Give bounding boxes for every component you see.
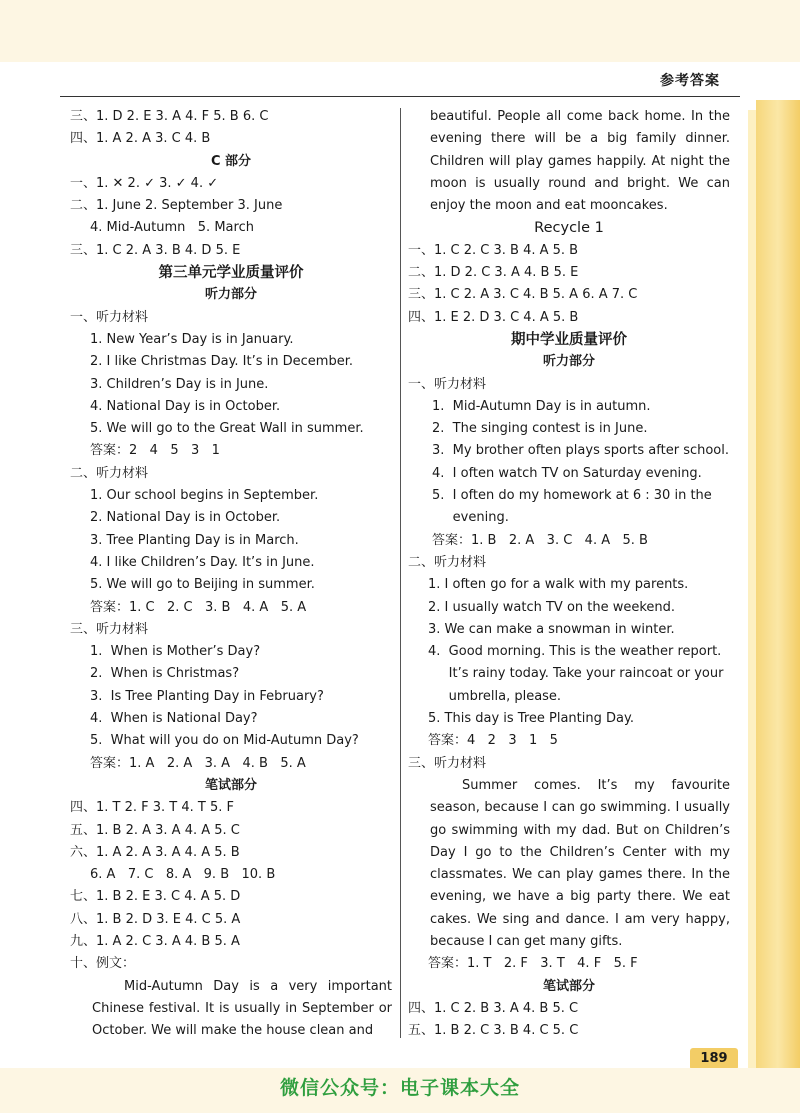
answer-line: 答案：4 2 3 1 5 [428,733,558,749]
answer-line: 答案：1. A 2. A 3. A 4. B 5. A [90,755,306,771]
top-band [0,0,800,62]
page-number: 189 [690,1048,738,1070]
answer-line: 答案：1. B 2. A 3. C 4. A 5. B [432,532,648,548]
answer-line: 2. When is Christmas? [90,666,240,682]
paragraph: Mid-Autumn Day is a very important Chinese festival. It is usually in September or October. We will make the house clean and [92,978,392,1039]
section-heading: Recycle 1 [534,220,604,237]
section-heading: 笔试部分 [204,777,257,793]
answer-line: 1. New Year’s Day is in January. [90,331,294,347]
answer-line: 1. Our school begins in September. [90,488,319,504]
answer-line: 一、1. ✕ 2. ✓ 3. ✓ 4. ✓ [70,175,219,191]
answer-line: 答案：2 4 5 3 1 [90,443,220,459]
section-heading: 第三单元学业质量评价 [158,265,304,282]
answer-line: 答案：1. C 2. C 3. B 4. A 5. A [90,599,307,615]
answer-line: 3. We can make a snowman in winter. [428,621,675,637]
answer-line: 3. My brother often plays sports after school. [432,443,730,459]
answer-line: 1. I often go for a walk with my parents. [428,577,689,593]
answer-line: 五、1. B 2. A 3. A 4. A 5. C [70,822,240,838]
answer-line: 5. We will go to Beijing in summer. [90,577,315,593]
answer-line: 四、1. T 2. F 3. T 4. T 5. F [70,800,234,816]
answer-line: 答案：1. T 2. F 3. T 4. F 5. F [428,956,638,972]
answer-line: 5. I often do my homework at 6 : 30 in the [432,488,712,504]
answer-line: 二、听力材料 [70,465,149,481]
answer-line: 十、例文： [70,956,136,972]
answer-line: 3. Is Tree Planting Day in February? [90,688,324,704]
answer-line: 四、1. E 2. D 3. C 4. A 5. B [408,309,579,325]
answer-line: 六、1. A 2. A 3. A 4. A 5. B [70,844,240,860]
page-header-title: 参考答案 [660,73,720,89]
right-column [408,106,730,1042]
header-rule [60,96,740,97]
answer-line: 4. I like Children’s Day. It’s in June. [90,554,315,570]
answer-line: 七、1. B 2. E 3. C 4. A 5. D [70,889,241,905]
answer-line: umbrella, please. [428,688,562,704]
answer-line: 八、1. B 2. D 3. E 4. C 5. A [70,911,241,927]
answer-line: 一、1. C 2. C 3. B 4. A 5. B [408,242,579,258]
answer-line: 2. I like Christmas Day. It’s in December. [90,354,353,370]
answer-line: 1. Mid-Autumn Day is in autumn. [432,398,651,414]
answer-line: 6. A 7. C 8. A 9. B 10. B [90,867,276,883]
answer-line: 2. National Day is in October. [90,510,281,526]
paragraph: Summer comes. It’s my favourite season, because I can go swimming. I usually go swimming with my dad. But on Children’s Day I go to the Children’s Center with my classmates. We can play games there. In the evening, we have a big party there. We eat cakes. We sing and dance. I am very happy, because I can get many gifts. [430,777,730,949]
answer-line: 2. I usually watch TV on the weekend. [428,599,676,615]
answer-line: 一、听力材料 [408,376,487,392]
answer-line: 四、1. C 2. B 3. A 4. B 5. C [408,1000,579,1016]
answer-line: 5. This day is Tree Planting Day. [428,711,634,727]
answer-line: It’s rainy today. Take your raincoat or your [428,666,724,682]
watermark-text: 微信公众号：电子课本大全 [279,1077,520,1099]
answer-line: 三、听力材料 [70,621,149,637]
answer-line: 三、1. D 2. E 3. A 4. F 5. B 6. C [70,109,269,124]
answer-line: 三、1. C 2. A 3. B 4. D 5. E [70,242,241,258]
answer-line: 4. Good morning. This is the weather report. [428,644,722,660]
answer-line: 二、1. D 2. C 3. A 4. B 5. E [408,265,579,281]
answer-line: 一、听力材料 [70,309,149,325]
section-heading: 听力部分 [542,354,595,370]
answer-line: 三、1. C 2. A 3. C 4. B 5. A 6. A 7. C [408,287,638,303]
answer-line: 1. When is Mother’s Day? [90,644,261,660]
answer-line: 三、听力材料 [408,755,487,771]
answer-line: 4. I often watch TV on Saturday evening. [432,465,702,481]
answer-line: 4. National Day is in October. [90,398,281,414]
answer-line: 四、1. A 2. A 3. C 4. B [70,131,211,147]
section-heading: C 部分 [210,153,252,169]
answer-line: 二、听力材料 [408,554,487,570]
section-heading: 笔试部分 [542,978,595,994]
answer-line: 九、1. A 2. C 3. A 4. B 5. A [70,933,240,949]
page-edge-inner [748,110,756,1113]
answer-line: 4. Mid-Autumn 5. March [90,220,254,236]
answer-line: 五、1. B 2. C 3. B 4. C 5. C [408,1023,579,1039]
column-divider [400,108,401,1038]
answer-line: 3. Children’s Day is in June. [90,376,269,392]
section-heading: 期中学业质量评价 [511,331,627,348]
answer-line: 3. Tree Planting Day is in March. [90,532,299,548]
paragraph: beautiful. People all come back home. In the evening there will be a big family dinner. Children will play games happily. At night the moon is usually round and bright. We can enjoy the moon and eat mooncakes. [430,109,730,214]
answer-line: evening. [432,510,509,526]
answer-line: 4. When is National Day? [90,711,258,727]
left-column [70,106,392,1042]
answer-line: 2. The singing contest is in June. [432,421,648,437]
answer-line: 5. What will you do on Mid-Autumn Day? [90,733,359,749]
page-edge-binding [756,100,800,1113]
answer-line: 5. We will go to the Great Wall in summer. [90,421,364,437]
answer-line: 二、1. June 2. September 3. June [70,198,283,214]
section-heading: 听力部分 [204,287,257,303]
